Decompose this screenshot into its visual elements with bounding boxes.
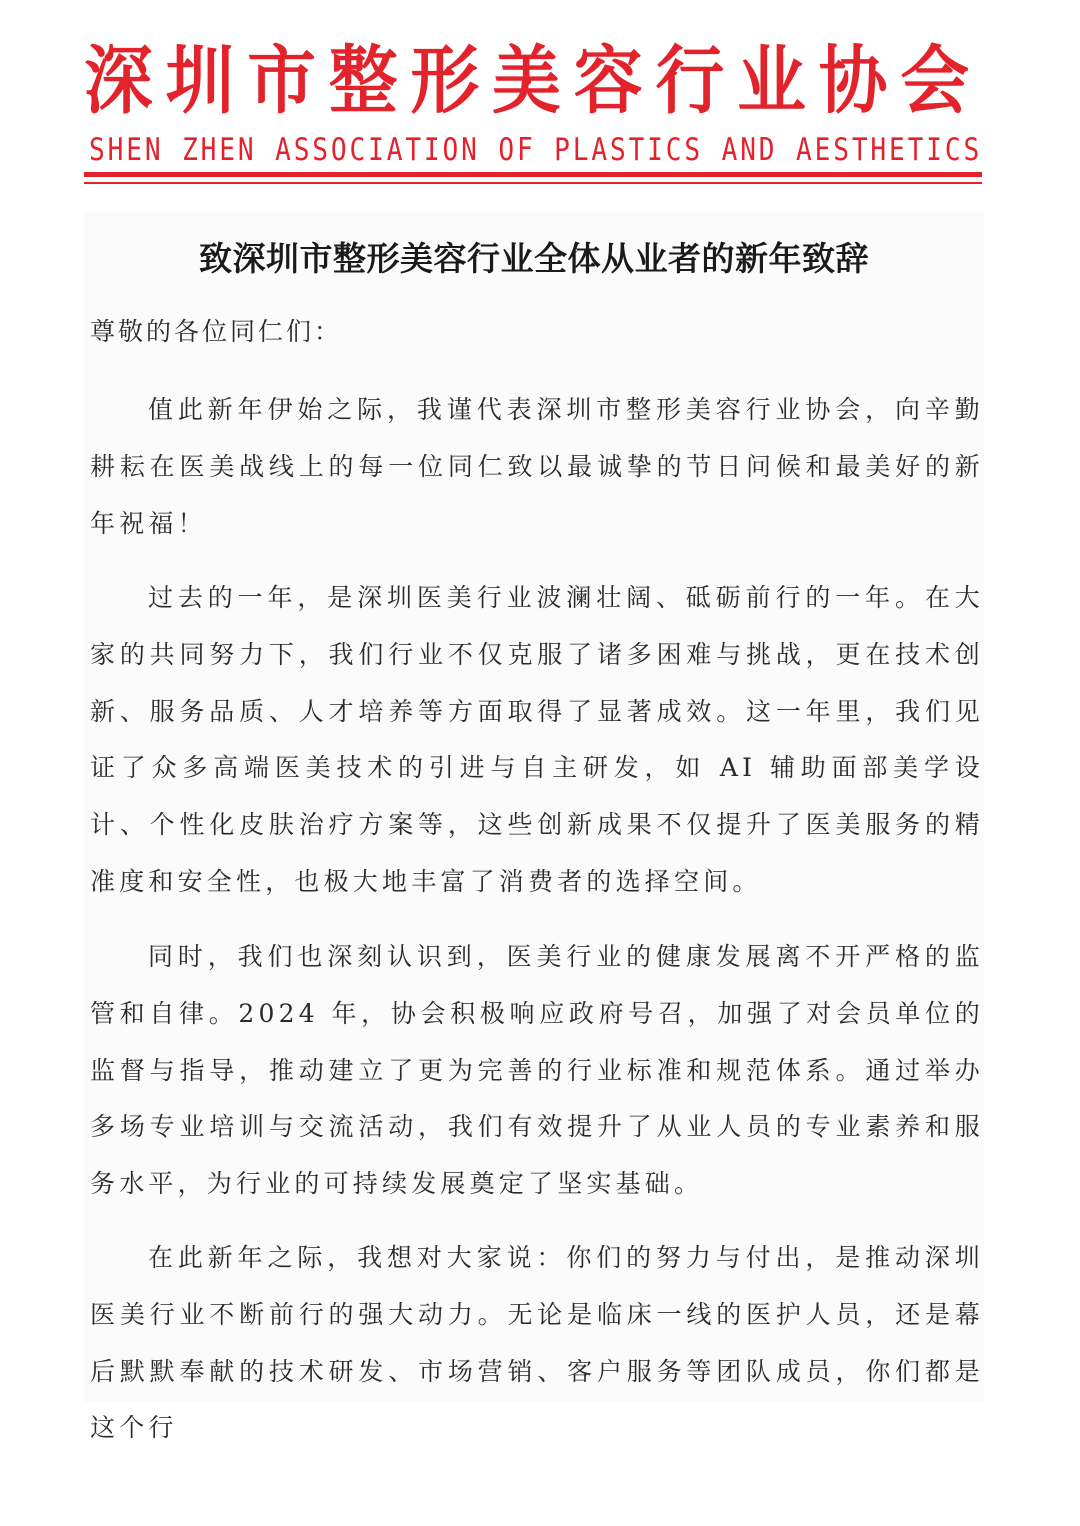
document-title: 致深圳市整形美容行业全体从业者的新年致辞 [199, 239, 869, 278]
paragraph-greeting: 值此新年伊始之际，我谨代表深圳市整形美容行业协会，向辛勤耕耘在医美战线上的每一位同仁致以最诚挚的节日问候和最美好的新年祝福！ [90, 395, 984, 538]
paragraph-year-review: 过去的一年，是深圳医美行业波澜壮阔、砥砺前行的一年。在大家的共同努力下，我们行业不仅克服了诸多困难与挑战，更在技术创新、服务品质、人才培养等方面取得了显著成效。这一年里，我们见证了众多高端医美技术的引进与自主研发，如 AI 辅助面部美学设计、个性化皮肤治疗方案等，这些创新成果不仅提升了医美服务的精准度和安全性，也极大地丰富了消费者的选择空间。 [90, 583, 984, 896]
letterhead [84, 38, 984, 170]
organization-name-en: SHEN ZHEN ASSOCIATION OF PLASTICS AND AESTHETICS [89, 132, 983, 168]
letter-body [84, 212, 984, 1443]
letterhead-rule-thick [84, 172, 982, 177]
salutation: 尊敬的各位同仁们： [90, 317, 343, 346]
paragraph-regulation: 同时，我们也深刻认识到，医美行业的健康发展离不开严格的监管和自律。2024 年，协会积极响应政府号召，加强了对会员单位的监督与指导，推动建立了更为完善的行业标准和规范体系。通过举办多场专业培训与交流活动，我们有效提升了从业人员的专业素养和服务水平，为行业的可持续发展奠定了坚实基础。 [90, 942, 984, 1199]
paragraph-appreciation: 在此新年之际，我想对大家说：你们的努力与付出，是推动深圳医美行业不断前行的强大动力。无论是临床一线的医护人员，还是幕后默默奉献的技术研发、市场营销、客户服务等团队成员，你们都是这个行 [90, 1243, 984, 1443]
letterhead-rule-thin [84, 182, 982, 184]
organization-name-cn: 深圳市整形美容行业协会 [84, 38, 982, 124]
